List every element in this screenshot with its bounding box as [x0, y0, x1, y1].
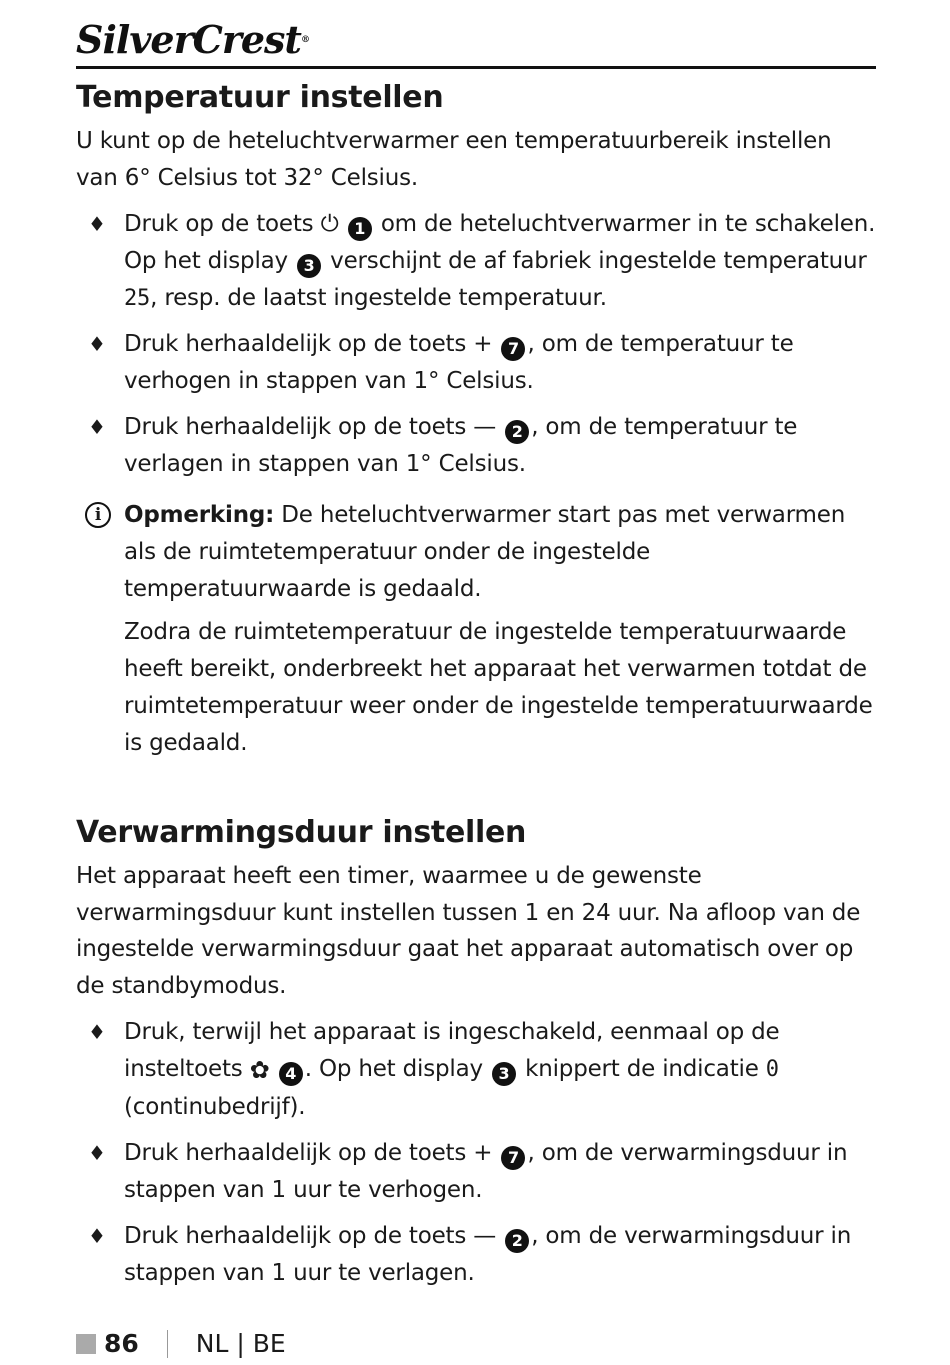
plus-icon: + — [473, 1140, 493, 1166]
callout-number: 1 — [348, 217, 372, 241]
plus-icon: + — [473, 331, 493, 357]
footer-divider — [167, 1330, 168, 1358]
diamond-bullet-icon: ♦ — [88, 1141, 106, 1165]
list-item: ♦ Druk, terwijl het apparaat is ingeschakeld, eenmaal op de insteltoets ✿ 4 . Op het display 3 knippert de indicatie 0 (continubedrijf). — [76, 1014, 876, 1126]
callout-number: 3 — [297, 254, 321, 278]
country-code: BE — [252, 1329, 286, 1358]
page-footer: 86 NL | BE — [76, 1326, 286, 1362]
section1-intro: U kunt op de heteluchtverwarmer een temperatuurbereik instellen van 6° Celsius tot 32° Celsius. — [76, 128, 832, 191]
section2-title: Verwarmingsduur instellen — [76, 815, 527, 850]
list-item: ♦ Druk herhaaldelijk op de toets — 2 , om de verwarmingsduur in stappen van 1 uur te verlagen. — [76, 1218, 876, 1292]
minus-icon: — — [473, 414, 497, 440]
list-item: ♦ Druk herhaaldelijk op de toets + 7 , om de verwarmingsduur in stappen van 1 uur te verhogen. — [76, 1135, 876, 1209]
diamond-bullet-icon: ♦ — [88, 415, 106, 439]
diamond-bullet-icon: ♦ — [88, 1020, 106, 1044]
callout-number: 2 — [505, 420, 529, 444]
diamond-bullet-icon: ♦ — [88, 212, 106, 236]
brand-name: SilverCrest — [76, 17, 301, 62]
diamond-bullet-icon: ♦ — [88, 1224, 106, 1248]
diamond-bullet-icon: ♦ — [88, 332, 106, 356]
section2-intro: Het apparaat heeft een timer, waarmee u de gewenste verwarmingsduur kunt instellen tussen 1 en 24 uur. Na afloop van de ingestelde verwarmingsduur gaat het apparaat automatisch over op de standbymodus. — [76, 863, 861, 999]
page-marker-square — [76, 1334, 96, 1354]
display-segment: 25 — [124, 286, 151, 311]
brand-logo — [76, 18, 876, 64]
callout-number: 2 — [505, 1229, 529, 1253]
list-item: ♦ Druk herhaaldelijk op de toets + 7 , om de temperatuur te verhogen in stappen van 1° Celsius. — [76, 326, 876, 400]
note-block: i Opmerking: De heteluchtverwarmer start pas met verwarmen als de ruimtetemperatuur onder de ingestelde temperatuurwaarde is gedaald. Zodra de ruimtetemperatuur de ingestelde temperatuurwaarde heeft bereikt, onderbreekt het apparaat het verwarmen totdat de ruimtetemperatuur weer onder de ingestelde temperatuurwaarde is gedaald. — [76, 497, 876, 762]
note-label: Opmerking: — [124, 502, 275, 528]
callout-number: 3 — [492, 1062, 516, 1086]
settings-gear-icon: ✿ — [249, 1056, 270, 1084]
section1-title: Temperatuur instellen — [76, 80, 444, 115]
power-icon: ⏻ — [320, 211, 339, 237]
list-item: ♦ Druk herhaaldelijk op de toets — 2 , om de temperatuur te verlagen in stappen van 1° Celsius. — [76, 409, 876, 483]
minus-icon: — — [473, 1223, 497, 1249]
page-number: 86 — [104, 1329, 139, 1358]
callout-number: 7 — [501, 337, 525, 361]
registered-mark: ® — [300, 35, 309, 45]
display-segment: 0 — [765, 1057, 779, 1082]
header-rule — [76, 66, 876, 69]
list-item: ♦ Druk op de toets ⏻ 1 om de heteluchtverwarmer in te schakelen. Op het display 3 verschijnt de af fabriek ingestelde temperatuur 25, resp. de laatst ingestelde temperatuur. — [76, 206, 876, 317]
info-icon: i — [85, 502, 111, 528]
manual-page — [76, 18, 876, 1301]
language-code: NL — [195, 1329, 229, 1358]
callout-number: 7 — [501, 1146, 525, 1170]
callout-number: 4 — [279, 1062, 303, 1086]
note-paragraph: Zodra de ruimtetemperatuur de ingestelde temperatuurwaarde heeft bereikt, onderbreekt het apparaat het verwarmen totdat de ruimtetemperatuur weer onder de ingestelde temperatuurwaarde is gedaald. — [124, 619, 873, 756]
